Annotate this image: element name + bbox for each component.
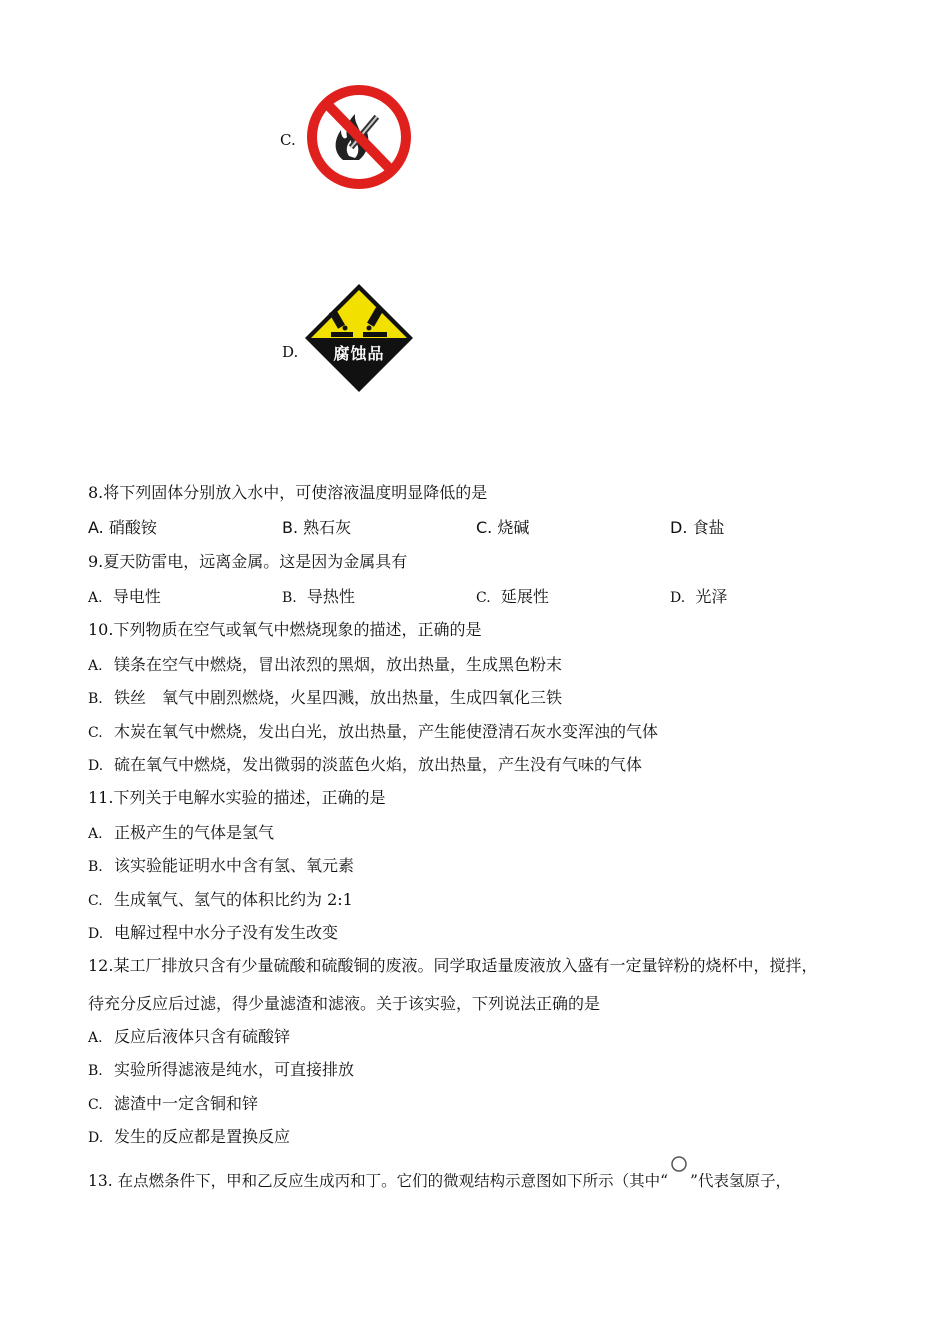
question-11-stem: 11.下列关于电解水实验的描述，正确的是 (88, 788, 386, 807)
option-text: 硝酸铵 (108, 518, 157, 537)
option-label: C. (88, 893, 103, 909)
option-label: B. (88, 1063, 103, 1079)
question-11-option-a (88, 820, 274, 843)
option-label: A. (88, 826, 103, 842)
option-text: 正极产生的气体是氢气 (114, 823, 275, 842)
option-label: C. (476, 590, 491, 606)
option-text: 导热性 (306, 587, 355, 606)
option-text: 发生的反应都是置换反应 (114, 1127, 291, 1146)
option-label: D. (670, 518, 688, 537)
option-label: A. (88, 518, 104, 537)
option-text: 电解过程中水分子没有发生改变 (114, 923, 339, 942)
option-text: 生成氧气、氢气的体积比约为 2:1 (114, 890, 353, 909)
question-8-option-a (88, 515, 157, 538)
option-label: D. (670, 590, 686, 606)
option-label: B. (88, 691, 103, 707)
question-8-option-b (282, 515, 351, 538)
question-12-option-b (88, 1057, 354, 1080)
corrosive-hazard-sign-icon (303, 282, 415, 394)
option-text: 木炭在氧气中燃烧，发出白光，放出热量，产生能使澄清石灰水变浑浊的气体 (114, 722, 659, 741)
question-10-option-d (88, 752, 642, 775)
option-label: B. (282, 590, 297, 606)
option-label: D. (88, 926, 104, 942)
option-text: 烧碱 (497, 518, 530, 537)
question-8-stem: 8.将下列固体分别放入水中，可使溶液温度明显降低的是 (88, 483, 488, 502)
option-label: C. (476, 518, 493, 537)
option-text: 延展性 (500, 587, 549, 606)
option-label: C. (88, 725, 103, 741)
question-9-option-d (670, 584, 727, 607)
image-option-d-label: D. (282, 343, 299, 361)
question-12-option-a (88, 1024, 290, 1047)
option-text: 实验所得滤液是纯水，可直接排放 (114, 1060, 355, 1079)
question-9-option-a (88, 584, 161, 607)
option-text: 铁丝 氧气中剧烈燃烧，火星四溅，放出热量，生成四氧化三铁 (114, 688, 563, 707)
question-8-option-c (476, 515, 529, 538)
question-11-option-c (88, 887, 353, 910)
option-label: B. (282, 518, 299, 537)
question-12-option-d (88, 1124, 290, 1147)
hydrogen-atom-circle-icon (668, 1169, 690, 1185)
question-13-stem (88, 1169, 791, 1191)
question-11-option-b (88, 853, 354, 876)
option-text: 硫在氧气中燃烧，发出微弱的淡蓝色火焰，放出热量，产生没有气味的气体 (114, 755, 643, 774)
question-9-option-b (282, 584, 355, 607)
question-10-option-b (88, 685, 562, 708)
option-text: 导电性 (112, 587, 161, 606)
option-text: 镁条在空气中燃烧，冒出浓烈的黑烟，放出热量，生成黑色粉末 (114, 655, 563, 674)
question-10-option-a (88, 652, 562, 675)
option-label: C. (88, 1097, 103, 1113)
question-12-stem-line-1: 12.某工厂排放只含有少量硫酸和硫酸铜的废液。同学取适量废液放入盛有一定量锌粉的烧杯中，搅拌， (88, 956, 818, 975)
option-label: A. (88, 1030, 103, 1046)
question-10-option-c (88, 719, 658, 742)
question-13-stem-before: 13. 在点燃条件下，甲和乙反应生成丙和丁。它们的微观结构示意图如下所示（其中“ (88, 1172, 669, 1190)
option-text: 光泽 (695, 587, 728, 606)
corrosive-sign-text: 腐蚀品 (333, 344, 385, 363)
option-text: 熟石灰 (303, 518, 352, 537)
option-text: 食盐 (692, 518, 725, 537)
option-text: 滤渣中一定含铜和锌 (114, 1094, 259, 1113)
question-11-option-d (88, 920, 338, 943)
question-8-option-d (670, 515, 725, 538)
option-label: A. (88, 590, 103, 606)
question-9-option-c (476, 584, 549, 607)
question-10-stem: 10.下列物质在空气或氧气中燃烧现象的描述，正确的是 (88, 620, 482, 639)
option-label: A. (88, 658, 103, 674)
image-option-c-label: C. (280, 131, 296, 149)
option-label: D. (88, 1130, 104, 1146)
question-9-stem: 9.夏天防雷电，远离金属。这是因为金属具有 (88, 552, 408, 571)
option-label: B. (88, 859, 103, 875)
option-label: D. (88, 758, 104, 774)
question-12-option-c (88, 1091, 258, 1114)
option-text: 该实验能证明水中含有氢、氧元素 (114, 856, 355, 875)
no-fire-sign-icon (303, 82, 415, 192)
option-text: 反应后液体只含有硫酸锌 (114, 1027, 291, 1046)
question-13-stem-after: ”代表氢原子， (690, 1172, 791, 1190)
question-12-stem-line-2: 待充分反应后过滤，得少量滤渣和滤液。关于该实验，下列说法正确的是 (88, 994, 601, 1013)
